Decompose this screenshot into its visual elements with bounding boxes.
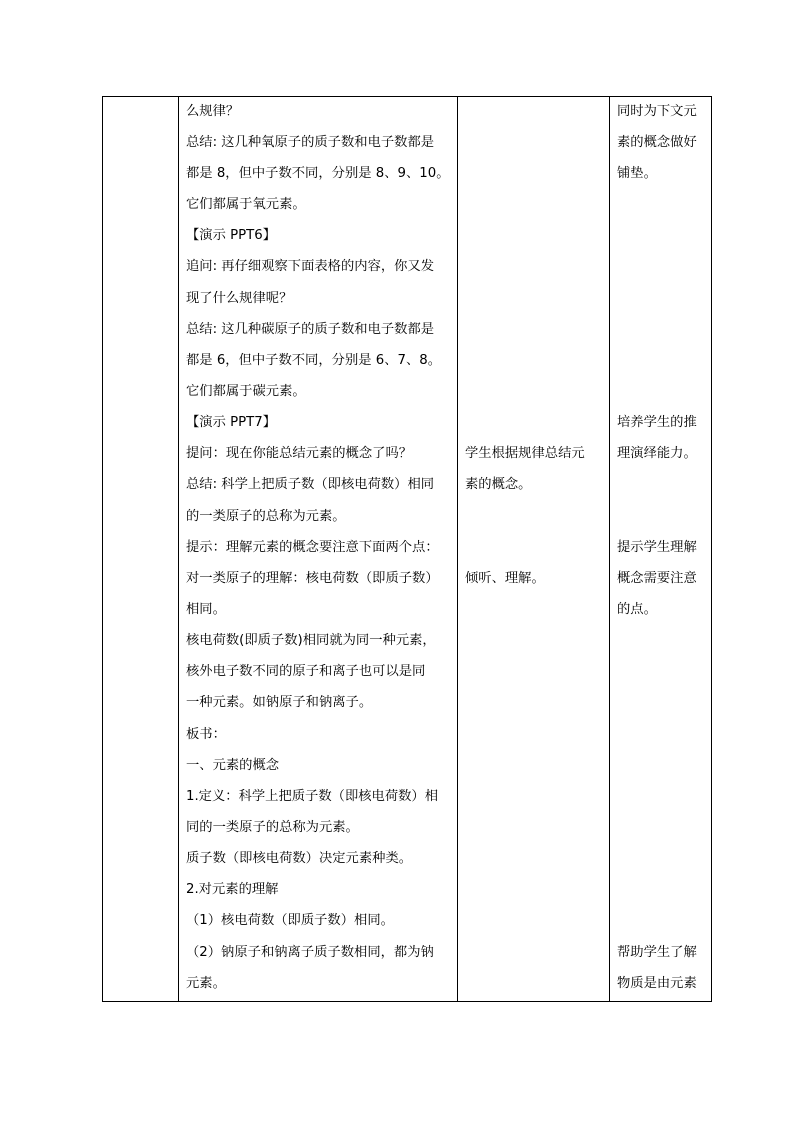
activity-line: 一种元素。如钠原子和钠离子。: [186, 695, 373, 710]
activity-line: 总结: 这几种氧原子的质子数和电子数都是: [186, 135, 435, 150]
intent-line: 帮助学生了解: [617, 945, 697, 960]
activity-line: 一、元素的概念: [186, 758, 280, 773]
teacher-activity-cell: [179, 97, 458, 1002]
intent-line: 理演绎能力。: [617, 446, 697, 461]
activity-line: 相同。: [186, 602, 226, 617]
activity-line: 对一类原子的理解：核电荷数（即质子数）: [186, 571, 439, 586]
activity-line: 同的一类原子的总称为元素。: [186, 820, 359, 835]
activity-line: 总结: 科学上把质子数（即核电荷数）相同: [186, 477, 435, 492]
student-line: 学生根据规律总结元: [465, 446, 585, 461]
activity-line: 的一类原子的总称为元素。: [186, 509, 346, 524]
student-line: 倾听、理解。: [465, 571, 545, 586]
activity-line: 元素。: [186, 976, 226, 991]
activity-line: 它们都属于氧元素。: [186, 197, 306, 212]
intent-line: 同时为下文元: [617, 104, 697, 119]
intent-line: 培养学生的推: [617, 415, 697, 430]
stage-cell: [103, 97, 179, 1002]
activity-line: 提示：理解元素的概念要注意下面两个点：: [186, 540, 439, 555]
activity-line: 现了什么规律呢？: [186, 291, 293, 306]
table-row: [103, 97, 712, 1002]
activity-line: （1）核电荷数（即质子数）相同。: [186, 913, 394, 928]
student-activity-cell: [458, 97, 610, 1002]
intent-line: 概念需要注意: [617, 571, 697, 586]
activity-line: 么规律？: [186, 104, 240, 119]
activity-line: 【演示 PPT7】: [186, 415, 277, 430]
activity-line: 都是 6，但中子数不同，分别是 6、7、8。: [186, 353, 442, 368]
activity-line: 提问：现在你能总结元素的概念了吗？: [186, 446, 413, 461]
intent-line: 素的概念做好: [617, 135, 697, 150]
lesson-plan-table: [102, 96, 712, 1002]
activity-line: 质子数（即核电荷数）决定元素种类。: [186, 851, 413, 866]
student-line: 素的概念。: [465, 477, 532, 492]
activity-line: 1.定义：科学上把质子数（即核电荷数）相: [186, 789, 439, 804]
design-intent-cell: [610, 97, 712, 1002]
intent-line: 的点。: [617, 602, 657, 617]
intent-line: 物质是由元素: [617, 976, 697, 991]
activity-line: 总结: 这几种碳原子的质子数和电子数都是: [186, 322, 435, 337]
intent-line: 提示学生理解: [617, 540, 697, 555]
activity-line: 板书：: [186, 727, 226, 742]
activity-line: 追问: 再仔细观察下面表格的内容，你又发: [186, 259, 435, 274]
activity-line: （2）钠原子和钠离子质子数相同，都为钠: [186, 945, 434, 960]
activity-line: 核电荷数(即质子数)相同就为同一种元素，: [186, 633, 436, 648]
activity-line: 【演示 PPT6】: [186, 228, 277, 243]
activity-line: 它们都属于碳元素。: [186, 384, 306, 399]
activity-line: 2.对元素的理解: [186, 882, 279, 897]
activity-line: 核外电子数不同的原子和离子也可以是同: [186, 664, 426, 679]
activity-line: 都是 8，但中子数不同，分别是 8、9、10。: [186, 166, 450, 181]
intent-line: 铺垫。: [617, 166, 657, 181]
